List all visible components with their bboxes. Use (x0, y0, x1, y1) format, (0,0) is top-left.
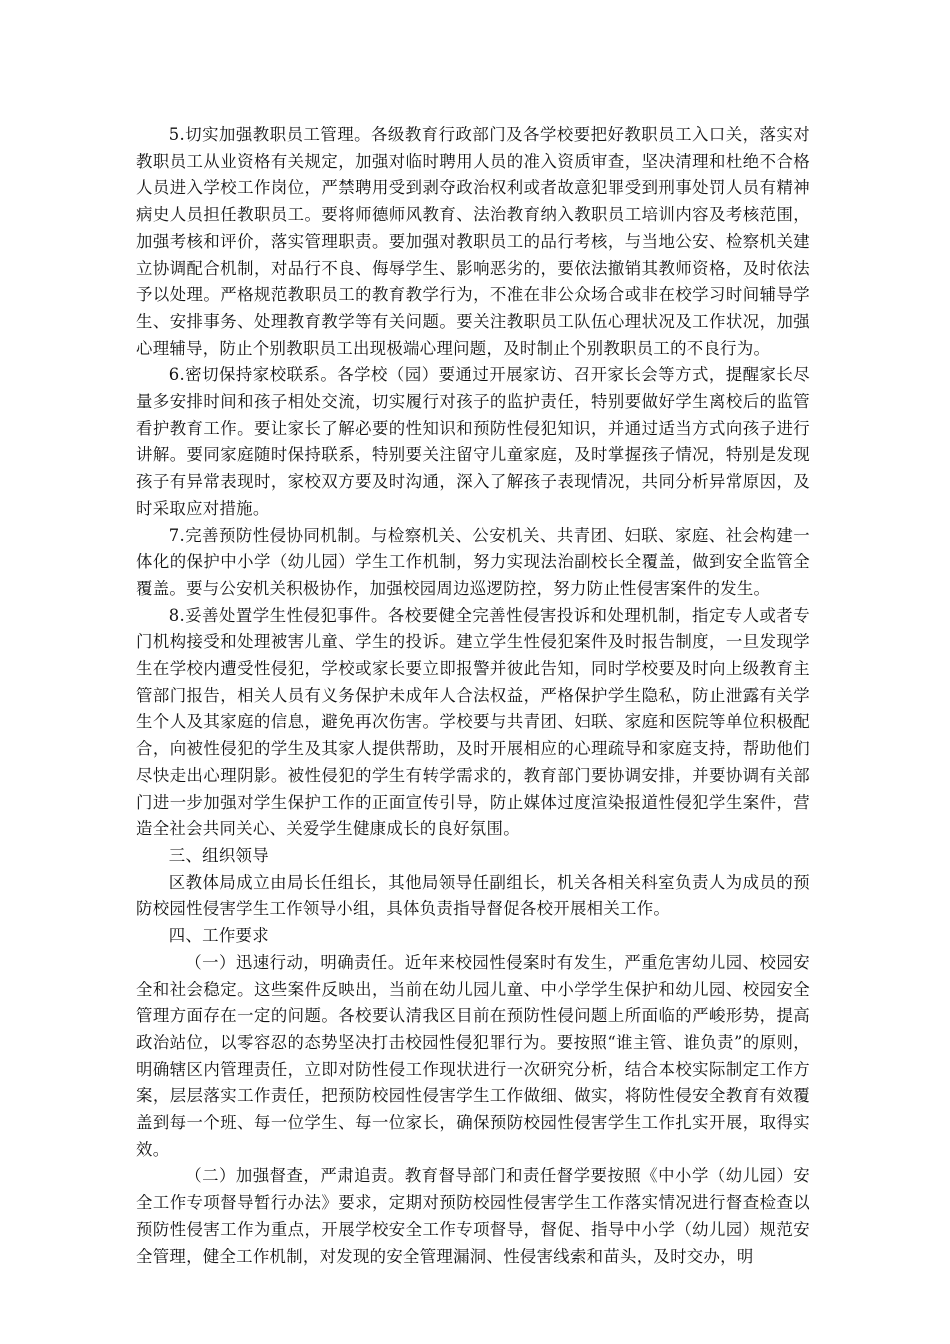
paragraph-requirement-2: （二）加强督查，严肃追责。教育督导部门和责任督学要按照《中小学（幼儿园）安全工作专项督导暂行办法》要求，定期对预防校园性侵害学生工作落实情况进行督查检查以预防性侵害工作为重点，开展学校安全工作专项督导，督促、指导中小学（幼儿园）规范安全管理，健全工作机制，对发现的安全管理漏洞、性侵害线索和苗头，及时交办，明 (136, 1166, 810, 1266)
section-heading-organization: 三、组织领导 (168, 845, 269, 865)
paragraph-item-7: 7.完善预防性侵协同机制。与检察机关、公安机关、共青团、妇联、家庭、社会构建一体化的保护中小学（幼儿园）学生工作机制，努力实现法治副校长全覆盖，做到安全监管全覆盖。要与公安机关积极协作，加强校园周边巡逻防控，努力防止性侵害案件的发生。 (136, 525, 810, 598)
paragraph-item-8: 8.妥善处置学生性侵犯事件。各校要健全完善性侵害投诉和处理机制，指定专人或者专门机构接受和处理被害儿童、学生的投诉。建立学生性侵犯案件及时报告制度，一旦发现学生在学校内遭受性侵犯，学校或家长要立即报警并彼此告知，同时学校要及时向上级教育主管部门报告，相关人员有义务保护未成年人合法权益，严格保护学生隐私，防止泄露有关学生个人及其家庭的信息，避免再次伤害。学校要与共青团、妇联、家庭和医院等单位积极配合，向被性侵犯的学生及其家人提供帮助，及时开展相应的心理疏导和家庭支持，帮助他们尽快走出心理阴影。被性侵犯的学生有转学需求的，教育部门要协调安排，并要协调有关部门进一步加强对学生保护工作的正面宣传引导，防止媒体过度渲染报道性侵犯学生案件，营造全社会共同关心、关爱学生健康成长的良好氛围。 (136, 605, 810, 839)
paragraph-requirement-1: （一）迅速行动，明确责任。近年来校园性侵案时有发生，严重危害幼儿园、校园安全和社会稳定。这些案件反映出，当前在幼儿园儿童、中小学学生保护和幼儿园、校园安全管理方面存在一定的问题。各校要认清我区目前在预防性侵问题上所面临的严峻形势，提高政治站位，以零容忍的态势坚决打击校园性侵犯罪行为。要按照“谁主管、谁负责”的原则，明确辖区内管理责任，立即对防性侵工作现状进行一次研究分析，结合本校实际制定工作方案，层层落实工作责任，把预防校园性侵害学生工作做细、做实，将防性侵安全教育有效覆盖到每一个班、每一位学生、每一位家长，确保预防校园性侵害学生工作扎实开展，取得实效。 (136, 952, 810, 1159)
paragraph-organization: 区教体局成立由局长任组长，其他局领导任副组长，机关各相关科室负责人为成员的预防校园性侵害学生工作领导小组，具体负责指导督促各校开展相关工作。 (136, 872, 810, 919)
paragraph-item-6: 6.密切保持家校联系。各学校（园）要通过开展家访、召开家长会等方式，提醒家长尽量多安排时间和孩子相处交流，切实履行对孩子的监护责任，特别要做好学生离校后的监管看护教育工作。要让家长了解必要的性知识和预防性侵犯知识，并通过适当方式向孩子进行讲解。要同家庭随时保持联系，特别要关注留守儿童家庭，及时掌握孩子情况，特别是发现孩子有异常表现时，家校双方要及时沟通，深入了解孩子表现情况，共同分析异常原因，及时采取应对措施。 (136, 365, 810, 518)
document-page (136, 122, 810, 1270)
paragraph-item-5: 5.切实加强教职员工管理。各级教育行政部门及各学校要把好教职员工入口关，落实对教职员工从业资格有关规定，加强对临时聘用人员的准入资质审查，坚决清理和杜绝不合格人员进入学校工作岗位，严禁聘用受到剥夺政治权利或者故意犯罪受到刑事处罚人员有精神病史人员担任教职员工。要将师德师风教育、法治教育纳入教职员工培训内容及考核范围，加强考核和评价，落实管理职责。要加强对教职员工的品行考核，与当地公安、检察机关建立协调配合机制，对品行不良、侮辱学生、影响恶劣的，要依法撤销其教师资格，及时依法予以处理。严格规范教职员工的教育教学行为，不准在非公众场合或非在校学习时间辅导学生、安排事务、处理教育教学等有关问题。要关注教职员工队伍心理状况及工作状况，加强心理辅导，防止个别教职员工出现极端心理问题，及时制止个别教职员工的不良行为。 (136, 125, 810, 358)
section-heading-requirements: 四、工作要求 (168, 926, 269, 946)
